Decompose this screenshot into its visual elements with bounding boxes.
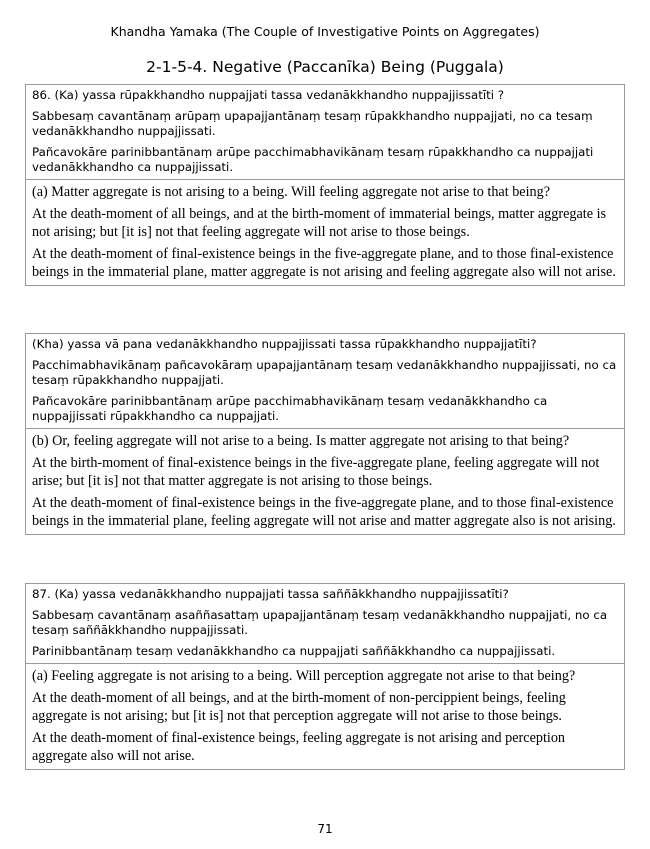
pali-answer: Pacchimabhavikānaṃ pañcavokāraṃ upapajjantānaṃ tesaṃ vedanākkhandho nuppajjissati, no ca tesaṃ rūpakkhandho nuppajjati. xyxy=(32,358,617,387)
question-block xyxy=(25,333,625,535)
english-answer: At the birth-moment of final-existence beings in the five-aggregate plane, feeling aggregate will not arise; but [it is] not that matter aggregate is not arising to those beings. xyxy=(32,455,600,489)
pali-answer: Pañcavokāre parinibbantānaṃ arūpe pacchimabhavikānaṃ tesaṃ vedanākkhandho ca nuppajjissati rūpakkhandho ca nuppajjati. xyxy=(32,394,548,423)
pali-text xyxy=(26,334,624,429)
pali-question: 86. (Ka) yassa rūpakkhandho nuppajjati tassa vedanākkhandho nuppajjissatīti ? xyxy=(32,88,505,102)
question-block xyxy=(25,84,625,286)
english-answer: At the death-moment of final-existence beings in the five-aggregate plane, and to those final-existence beings in the immaterial plane, feeling aggregate will not arise and matter aggregate also is not arising. xyxy=(32,495,616,529)
pali-answer: Pañcavokāre parinibbantānaṃ arūpe pacchimabhavikānaṃ tesaṃ rūpakkhandho ca nuppajjati vedanākkhandho ca nuppajjissati. xyxy=(32,145,594,174)
english-question: (a) Matter aggregate is not arising to a being. Will feeling aggregate not arise to that being? xyxy=(32,184,551,200)
english-answer: At the death-moment of all beings, and at the birth-moment of non-percippient beings, feeling aggregate is not arising; but [it is] not that perception aggregate will not arise to those beings. xyxy=(32,690,566,724)
english-answer: At the death-moment of all beings, and at the birth-moment of immaterial beings, matter aggregate is not arising; but [it is] not that feeling aggregate will not arise to those beings. xyxy=(32,206,607,240)
english-question: (b) Or, feeling aggregate will not arise to a being. Is matter aggregate not arising to that being? xyxy=(32,433,570,449)
english-question: (a) Feeling aggregate is not arising to a being. Will perception aggregate not arise to that being? xyxy=(32,668,576,684)
pali-text xyxy=(26,85,624,180)
english-answer: At the death-moment of final-existence beings in the five-aggregate plane, and to those final-existence beings in the immaterial plane, matter aggregate is not arising and feeling aggregate also will not arise. xyxy=(32,246,616,280)
section-title: 2-1-5-4. Negative (Paccanīka) Being (Puggala) xyxy=(146,58,504,76)
pali-answer: Sabbesaṃ cavantānaṃ asaññasattaṃ upapajjantānaṃ tesaṃ vedanākkhandho nuppajjati, no ca tesaṃ saññākkhandho nuppajjissati. xyxy=(32,608,608,637)
pali-question: 87. (Ka) yassa vedanākkhandho nuppajjati tassa saññākkhandho nuppajjissatīti? xyxy=(32,587,509,601)
pali-answer: Parinibbantānaṃ tesaṃ vedanākkhandho ca nuppajjati saññākkhandho ca nuppajjissati. xyxy=(32,644,556,658)
pali-answer: Sabbesaṃ cavantānaṃ arūpaṃ upapajjantānaṃ tesaṃ rūpakkhandho nuppajjati, no ca tesaṃ vedanākkhandho nuppajjissati. xyxy=(32,109,593,138)
english-translation xyxy=(26,180,624,285)
english-translation xyxy=(26,429,624,534)
page-number: 71 xyxy=(317,822,333,836)
pali-text xyxy=(26,584,624,664)
pali-question: (Kha) yassa vā pana vedanākkhandho nuppajjissati tassa rūpakkhandho nuppajjatīti? xyxy=(32,337,537,351)
english-answer: At the death-moment of final-existence beings, feeling aggregate is not arising and perception aggregate also will not arise. xyxy=(32,730,566,764)
question-block xyxy=(25,583,625,770)
english-translation xyxy=(26,664,624,769)
running-header: Khandha Yamaka (The Couple of Investigative Points on Aggregates) xyxy=(110,24,540,39)
